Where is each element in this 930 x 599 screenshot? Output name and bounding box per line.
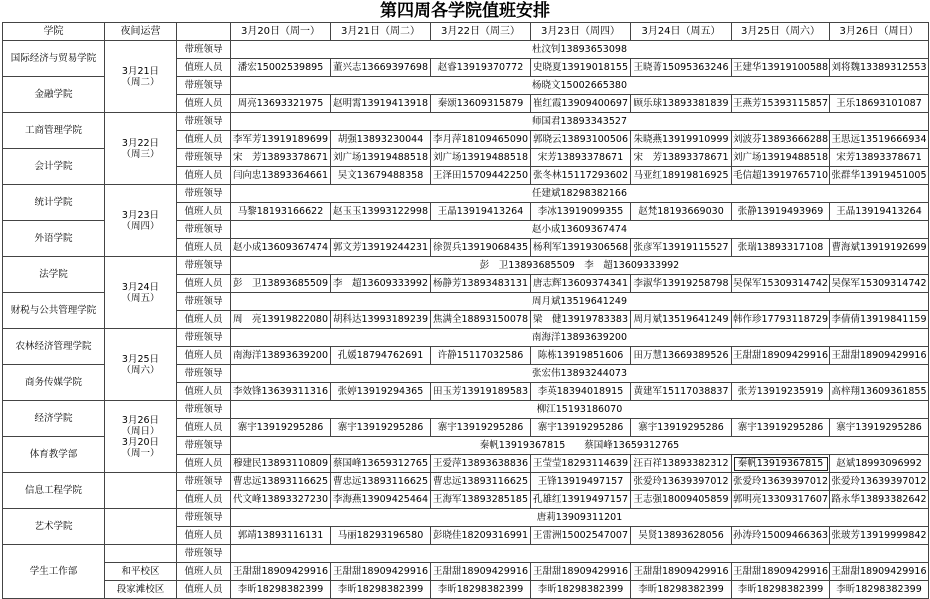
staff-cell: 李昕18298382399 xyxy=(431,581,531,599)
header-cell: 3月25日（周六） xyxy=(732,23,830,41)
staff-cell: 郭靖13893116131 xyxy=(231,527,331,545)
role-lead: 带班领导 xyxy=(177,509,231,527)
table-row xyxy=(3,113,929,131)
staff-cell: 寨宇13919295286 xyxy=(331,419,431,437)
lead-cell: 南海洋13893639200 xyxy=(231,329,929,347)
lead-cell: 周月斌13519641249 xyxy=(231,293,929,311)
staff-cell: 吴文13679488358 xyxy=(331,167,431,185)
empty-cell xyxy=(105,545,177,563)
table-row xyxy=(3,509,929,527)
staff-cell: 王甜甜18909429916 xyxy=(331,563,431,581)
table-row xyxy=(3,401,929,419)
staff-cell: 彭 卫13893685509 xyxy=(231,275,331,293)
staff-cell: 刘将魏13389312553 xyxy=(830,59,929,77)
staff-cell: 王甜甜18909429916 xyxy=(732,563,830,581)
night-duty-cell: 3月26日 （周日） 3月20日 （周一） xyxy=(105,401,177,473)
staff-cell: 王甜甜18909429916 xyxy=(431,563,531,581)
staff-cell: 马黎18193166622 xyxy=(231,203,331,221)
staff-cell: 王甜甜18909429916 xyxy=(830,563,929,581)
college-name: 工商管理学院 xyxy=(3,113,105,149)
staff-cell: 李昕18298382399 xyxy=(531,581,631,599)
night-duty-cell: 3月21日 （周二） xyxy=(105,41,177,113)
staff-cell: 王甜甜18909429916 xyxy=(732,347,830,365)
role-staff: 值班人员 xyxy=(177,563,231,581)
staff-cell: 马丽18293196580 xyxy=(331,527,431,545)
staff-cell: 汪百祥13893382312 xyxy=(631,455,732,473)
college-name: 农林经济管理学院 xyxy=(3,329,105,365)
college-name: 艺术学院 xyxy=(3,509,105,545)
college-name: 统计学院 xyxy=(3,185,105,221)
staff-cell: 代文峰13893327230 xyxy=(231,491,331,509)
lead-cell: 唐莉13909311201 xyxy=(231,509,929,527)
staff-cell: 路永华13893382642 xyxy=(830,491,929,509)
staff-cell: 王燕芳15393115857 xyxy=(732,95,830,113)
staff-cell: 秦帆13919367815 xyxy=(732,455,830,473)
role-lead: 带班领导 xyxy=(177,185,231,203)
staff-cell: 王晶13919413264 xyxy=(830,203,929,221)
table-row xyxy=(3,581,929,599)
staff-cell: 李效锋13639311316 xyxy=(231,383,331,401)
role-staff: 值班人员 xyxy=(177,167,231,185)
lead-cell: 张爱玲13639397012 xyxy=(732,473,830,491)
staff-cell: 吴贤13893628056 xyxy=(631,527,732,545)
header-cell xyxy=(177,23,231,41)
staff-cell: 李倩倩13919841159 xyxy=(830,311,929,329)
role-lead: 带班领导 xyxy=(177,437,231,455)
role-lead: 带班领导 xyxy=(177,149,231,167)
staff-cell: 黄建军15117038837 xyxy=(631,383,732,401)
role-lead: 带班领导 xyxy=(177,329,231,347)
staff-cell: 王建华13919100588 xyxy=(732,59,830,77)
staff-cell: 郭文芳13919244231 xyxy=(331,239,431,257)
lead-cell: 秦帆13919367815 蔡国峰13659312765 xyxy=(231,437,929,455)
role-staff: 值班人员 xyxy=(177,203,231,221)
staff-cell: 王雷洲15002547007 xyxy=(531,527,631,545)
lead-cell: 王锋13919497157 xyxy=(531,473,631,491)
night-duty-cell xyxy=(105,473,177,509)
role-lead: 带班领导 xyxy=(177,365,231,383)
staff-cell: 周亮13693321975 xyxy=(231,95,331,113)
staff-cell: 朱晓燕13919910999 xyxy=(631,131,732,149)
staff-cell: 寨宇13919295286 xyxy=(531,419,631,437)
role-staff: 值班人员 xyxy=(177,311,231,329)
lead-cell: 曹忠远13893116625 xyxy=(231,473,331,491)
staff-cell: 潘宏15002539895 xyxy=(231,59,331,77)
staff-cell: 张瑞13893317108 xyxy=(732,239,830,257)
role-staff: 值班人员 xyxy=(177,347,231,365)
college-name: 信息工程学院 xyxy=(3,473,105,509)
staff-cell: 郭晓云13893100506 xyxy=(531,131,631,149)
staff-cell: 王海军13893285185 xyxy=(431,491,531,509)
header-cell: 3月22日（周三） xyxy=(431,23,531,41)
lead-cell: 刘广场13919488518 xyxy=(431,149,531,167)
lead-cell xyxy=(231,545,929,563)
lead-cell: 彭 卫13893685509 李 超13609333992 xyxy=(231,257,929,275)
header-cell: 3月20日（周一） xyxy=(231,23,331,41)
staff-cell: 李昕18298382399 xyxy=(331,581,431,599)
staff-cell: 周月斌13519641249 xyxy=(631,311,732,329)
staff-cell: 李昕18298382399 xyxy=(830,581,929,599)
table-row xyxy=(3,41,929,59)
college-name: 会计学院 xyxy=(3,149,105,185)
staff-cell: 李军芳13919189699 xyxy=(231,131,331,149)
staff-cell: 田玉芳13919189583 xyxy=(431,383,531,401)
role-staff: 值班人员 xyxy=(177,383,231,401)
role-staff: 值班人员 xyxy=(177,131,231,149)
staff-cell: 孔雄红13919497157 xyxy=(531,491,631,509)
college-name: 财税与公共管理学院 xyxy=(3,293,105,329)
role-staff: 值班人员 xyxy=(177,527,231,545)
role-lead: 带班领导 xyxy=(177,221,231,239)
header-cell: 夜间运营 xyxy=(105,23,177,41)
lead-cell: 宋 芳13893378671 xyxy=(631,149,732,167)
staff-cell: 毛信超13919765710 xyxy=(732,167,830,185)
role-lead: 带班领导 xyxy=(177,401,231,419)
night-duty-cell: 3月25日 （周六） xyxy=(105,329,177,401)
staff-cell: 李淑华13919258798 xyxy=(631,275,732,293)
role-staff: 值班人员 xyxy=(177,455,231,473)
lead-cell: 赵小成13609367474 xyxy=(231,221,929,239)
role-staff: 值班人员 xyxy=(177,239,231,257)
table-row xyxy=(3,473,929,491)
staff-cell: 唐志辉13609374341 xyxy=(531,275,631,293)
table-row xyxy=(3,563,929,581)
header-cell: 3月23日（周四） xyxy=(531,23,631,41)
staff-cell: 李昕18298382399 xyxy=(231,581,331,599)
table-row xyxy=(3,257,929,275)
staff-cell: 崔红霞13909400697 xyxy=(531,95,631,113)
staff-cell: 王志强18009405859 xyxy=(631,491,732,509)
staff-cell: 寨宇13919295286 xyxy=(830,419,929,437)
staff-cell: 王晶13919413264 xyxy=(431,203,531,221)
college-name: 法学院 xyxy=(3,257,105,293)
lead-cell: 宋 芳13893378671 xyxy=(231,149,331,167)
staff-cell: 南海洋13893639200 xyxy=(231,347,331,365)
staff-cell: 彭晓佳18209316991 xyxy=(431,527,531,545)
role-staff: 值班人员 xyxy=(177,491,231,509)
staff-cell: 张芳13919235919 xyxy=(732,383,830,401)
lead-cell: 曹忠远13893116625 xyxy=(331,473,431,491)
role-staff: 值班人员 xyxy=(177,95,231,113)
staff-cell: 徐贺兵13919068435 xyxy=(431,239,531,257)
staff-cell: 孙涛玲15009466363 xyxy=(732,527,830,545)
staff-cell: 王甜甜18909429916 xyxy=(631,563,732,581)
staff-cell: 马亚红18919816925 xyxy=(631,167,732,185)
staff-cell: 李海燕13909425464 xyxy=(331,491,431,509)
staff-cell: 许静15117032586 xyxy=(431,347,531,365)
staff-cell: 张婷13919294365 xyxy=(331,383,431,401)
night-duty-cell xyxy=(105,509,177,545)
staff-cell: 陈栋13919851606 xyxy=(531,347,631,365)
lead-cell: 柳江15193186070 xyxy=(231,401,929,419)
lead-cell: 张爱玲13639397012 xyxy=(631,473,732,491)
role-staff: 值班人员 xyxy=(177,59,231,77)
staff-cell: 韩作珍17793118729 xyxy=(732,311,830,329)
staff-cell: 杨利军13919306568 xyxy=(531,239,631,257)
staff-cell: 赵斌18993096992 xyxy=(830,455,929,473)
role-lead: 带班领导 xyxy=(177,41,231,59)
role-lead: 带班领导 xyxy=(177,473,231,491)
staff-cell: 张冬林15117293602 xyxy=(531,167,631,185)
role-staff: 值班人员 xyxy=(177,419,231,437)
staff-cell: 周 亮13919822080 xyxy=(231,311,331,329)
staff-cell: 焦满全18893150078 xyxy=(431,311,531,329)
staff-cell: 吴保军15309314742 xyxy=(830,275,929,293)
staff-cell: 寨宇13919295286 xyxy=(431,419,531,437)
staff-cell: 闫向忠13893364661 xyxy=(231,167,331,185)
staff-cell: 寨宇13919295286 xyxy=(631,419,732,437)
staff-cell: 杨静芳13893483131 xyxy=(431,275,531,293)
table-row xyxy=(3,545,929,563)
staff-cell: 胡科达13993189239 xyxy=(331,311,431,329)
college-name: 学生工作部 xyxy=(3,545,105,599)
night-duty-cell: 3月22日 （周三） xyxy=(105,113,177,185)
header-cell: 3月24日（周五） xyxy=(631,23,732,41)
staff-cell: 寨宇13919295286 xyxy=(732,419,830,437)
role-staff: 值班人员 xyxy=(177,275,231,293)
role-staff: 值班人员 xyxy=(177,581,231,599)
staff-cell: 寨宇13919295286 xyxy=(231,419,331,437)
page-title: 第四周各学院值班安排 xyxy=(380,1,550,21)
college-name: 国际经济与贸易学院 xyxy=(3,41,105,77)
night-duty-cell: 3月23日 （周四） xyxy=(105,185,177,257)
staff-cell: 李 超13609333992 xyxy=(331,275,431,293)
staff-cell: 赵梵18193669030 xyxy=(631,203,732,221)
header-cell: 3月26日（周日） xyxy=(830,23,929,41)
table-row xyxy=(3,185,929,203)
staff-cell: 胡强13893230044 xyxy=(331,131,431,149)
staff-cell: 张群华13919451005 xyxy=(830,167,929,185)
staff-cell: 曹海斌13919192699 xyxy=(830,239,929,257)
staff-cell: 张玻芳13919999842 xyxy=(830,527,929,545)
lead-cell: 师国君13893343527 xyxy=(231,113,929,131)
staff-cell: 蔡国峰13659312765 xyxy=(331,455,431,473)
header-cell: 3月21日（周二） xyxy=(331,23,431,41)
staff-cell: 王晓菁15095363246 xyxy=(631,59,732,77)
lead-cell: 宋芳13893378671 xyxy=(830,149,929,167)
header-cell: 学院 xyxy=(3,23,105,41)
lead-cell: 宋芳13893378671 xyxy=(531,149,631,167)
staff-cell: 赵小成13609367474 xyxy=(231,239,331,257)
lead-cell: 任建斌18298382166 xyxy=(231,185,929,203)
staff-cell: 赵明霄13919413918 xyxy=(331,95,431,113)
staff-cell: 李昕18298382399 xyxy=(631,581,732,599)
lead-cell: 曹忠远13893116625 xyxy=(431,473,531,491)
staff-cell: 李昕18298382399 xyxy=(732,581,830,599)
staff-cell: 吴保军15309314742 xyxy=(732,275,830,293)
staff-cell: 史晓夏13919018155 xyxy=(531,59,631,77)
campus-name: 段家滩校区 xyxy=(105,581,177,599)
college-name: 体育教学部 xyxy=(3,437,105,473)
staff-cell: 秦颂13609315879 xyxy=(431,95,531,113)
staff-cell: 赵玉玉13993122998 xyxy=(331,203,431,221)
lead-cell: 张爱玲13639397012 xyxy=(830,473,929,491)
staff-cell: 孔媛18794762691 xyxy=(331,347,431,365)
staff-cell: 张彦军13919115527 xyxy=(631,239,732,257)
staff-cell: 董兴志13669397698 xyxy=(331,59,431,77)
college-name: 外语学院 xyxy=(3,221,105,257)
staff-cell: 穆建民13893110809 xyxy=(231,455,331,473)
staff-cell: 刘波芬13893666288 xyxy=(732,131,830,149)
college-name: 金融学院 xyxy=(3,77,105,113)
staff-cell: 王乐18693101087 xyxy=(830,95,929,113)
staff-cell: 李冰13919099355 xyxy=(531,203,631,221)
staff-cell: 梁 健13919783383 xyxy=(531,311,631,329)
staff-cell: 王莹莹18293114639 xyxy=(531,455,631,473)
staff-cell: 高梓翔13609361855 xyxy=(830,383,929,401)
staff-cell: 顾乐球13893381839 xyxy=(631,95,732,113)
staff-cell: 王泽田15709442250 xyxy=(431,167,531,185)
staff-cell: 张静13919493969 xyxy=(732,203,830,221)
staff-cell: 王甜甜18909429916 xyxy=(231,563,331,581)
duty-schedule-table xyxy=(2,22,929,599)
lead-cell: 杨晓文15002665380 xyxy=(231,77,929,95)
role-lead: 带班领导 xyxy=(177,113,231,131)
college-name: 商务传媒学院 xyxy=(3,365,105,401)
role-lead: 带班领导 xyxy=(177,77,231,95)
role-lead: 带班领导 xyxy=(177,257,231,275)
staff-cell: 王思远13519666934 xyxy=(830,131,929,149)
header-row xyxy=(3,23,929,41)
staff-cell: 田万慧13669389526 xyxy=(631,347,732,365)
role-lead: 带班领导 xyxy=(177,293,231,311)
lead-cell: 刘广场13919488518 xyxy=(331,149,431,167)
staff-cell: 王甜甜18909429916 xyxy=(830,347,929,365)
staff-cell: 王爱萍13893638836 xyxy=(431,455,531,473)
lead-cell: 张宏伟13893244073 xyxy=(231,365,929,383)
staff-cell: 王甜甜18909429916 xyxy=(531,563,631,581)
lead-cell: 杜汶钊13893653098 xyxy=(231,41,929,59)
staff-cell: 李英18394018915 xyxy=(531,383,631,401)
staff-cell: 李月萍18109465090 xyxy=(431,131,531,149)
lead-cell: 刘广场13919488518 xyxy=(732,149,830,167)
table-row xyxy=(3,329,929,347)
role-lead: 带班领导 xyxy=(177,545,231,563)
campus-name: 和平校区 xyxy=(105,563,177,581)
staff-cell: 赵睿13919370772 xyxy=(431,59,531,77)
night-duty-cell: 3月24日 （周五） xyxy=(105,257,177,329)
college-name: 经济学院 xyxy=(3,401,105,437)
staff-cell: 郭明亮13309317607 xyxy=(732,491,830,509)
